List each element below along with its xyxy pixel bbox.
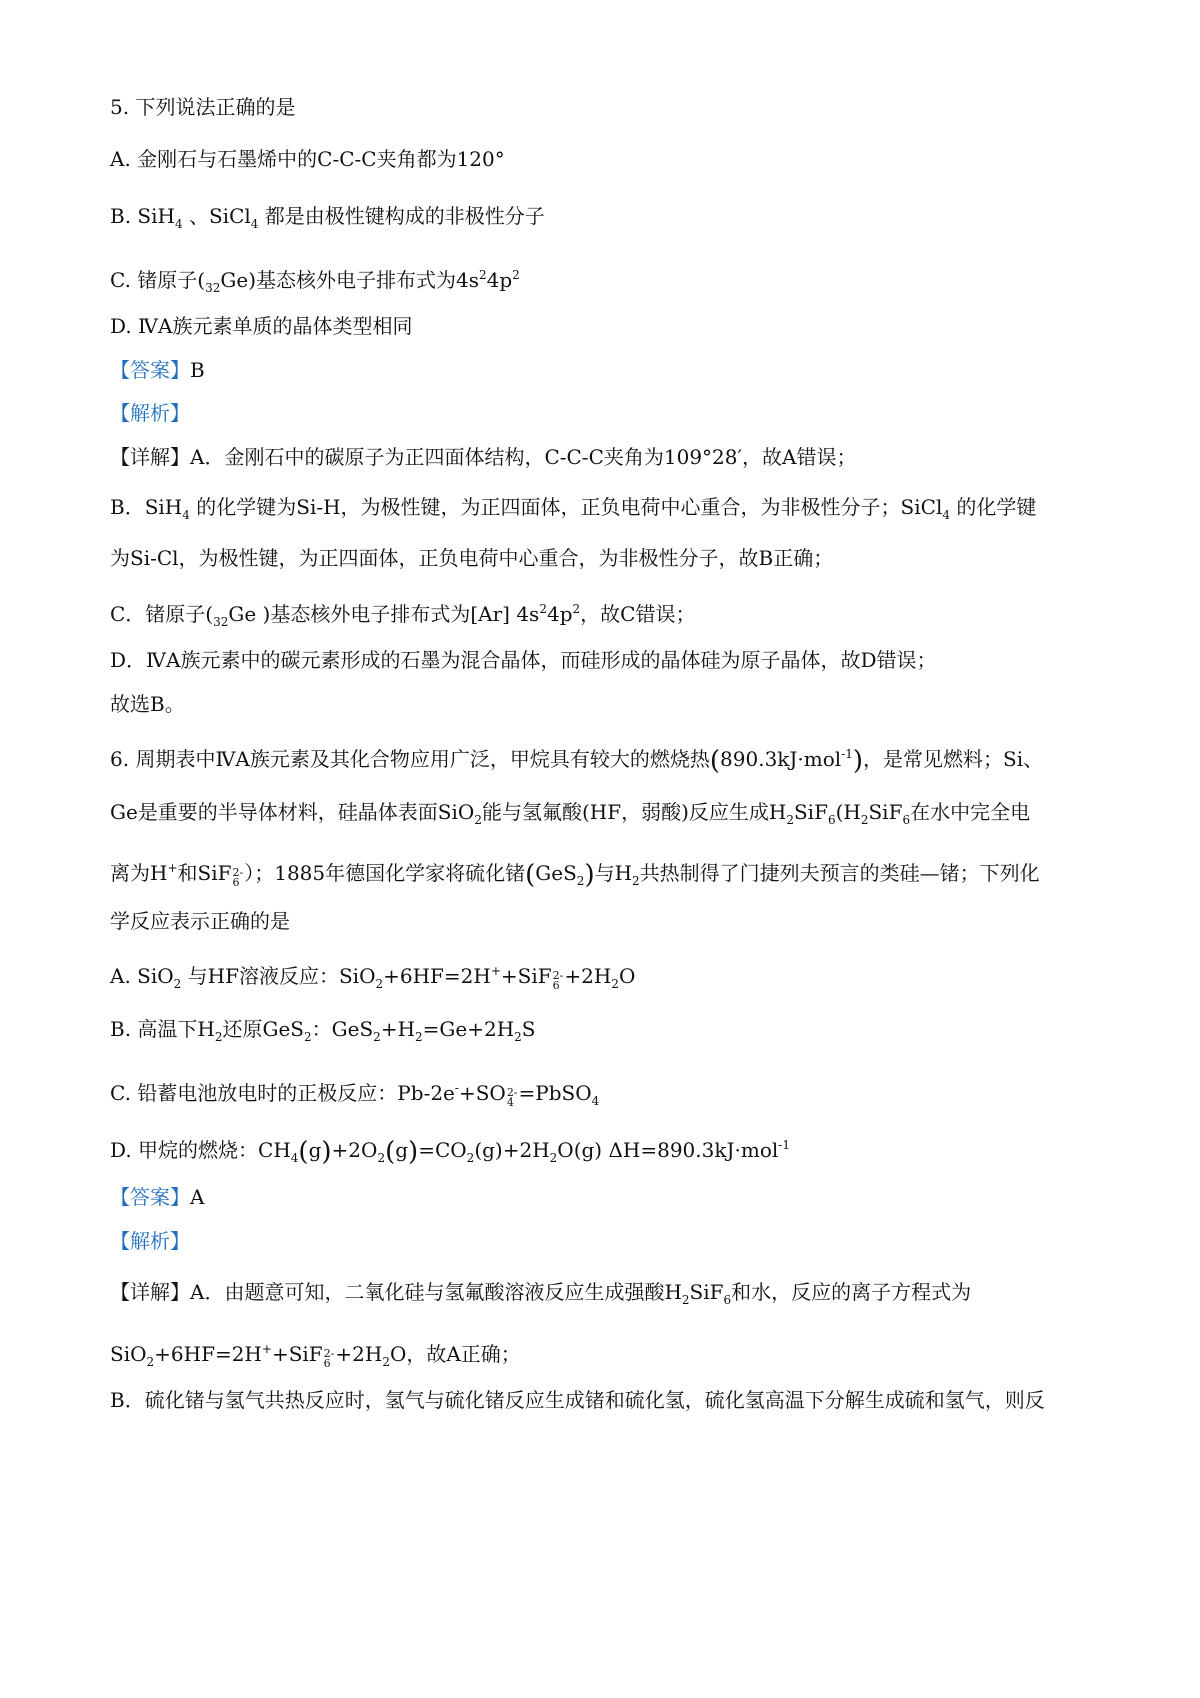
q5-detail-1: 【详解】A．金刚石中的碳原子为正四面体结构，C-C-C夹角为109°28′，故A错误； bbox=[110, 445, 857, 469]
q6-detail-1: 【详解】A．由题意可知，二氧化硅与氢氟酸溶液反应生成强酸$H_2SiF_6$和水，反应的离子方程式为 bbox=[110, 1280, 972, 1307]
q5-option-b: B. SiH$_4$ 、SiCl$_4$ 都是由极性键构成的非极性分子 bbox=[110, 204, 545, 231]
q5-stem: 5. 下列说法正确的是 bbox=[110, 95, 296, 119]
q5-detail-5: D．ⅣA族元素中的碳元素形成的石墨为混合晶体，而硅形成的晶体硅为原子晶体，故D错误； bbox=[110, 648, 937, 672]
q5-detail-2: B．SiH$_4$ 的化学键为Si-H，为极性键，为正四面体，正负电荷中心重合，为非极性分子；SiCl$_4$ 的化学键 bbox=[110, 495, 1037, 522]
q6-option-a: A. SiO$_2$ 与HF溶液反应：SiO$_2$+6HF=2H++SiF 2- 6 $+2H_2O$ bbox=[110, 964, 636, 992]
q6-stem-2: Ge是重要的半导体材料，硅晶体表面SiO$_2$能与氢氟酸(HF，弱酸)反应生成$H_2SiF_6(H_2SiF_6$在水中完全电 bbox=[110, 800, 1031, 827]
q6-stem-1: 6. 周期表中ⅣA族元素及其化合物应用广泛，甲烷具有较大的燃烧热(890.3kJ·mol$^{-1}$)，是常见燃料；Si、 bbox=[110, 746, 1044, 776]
q6-option-d: D. 甲烷的燃烧：$CH_4(g)+2O_2(g)=CO_2(g)+2H_2O(g)$ ΔH=890.3kJ·mol$^{-1}$ bbox=[110, 1137, 790, 1167]
q5-analysis-tag: 【解析】 bbox=[110, 401, 190, 425]
q6-detail-3: B．硫化锗与氢气共热反应时，氢气与硫化锗反应生成锗和硫化氢，硫化氢高温下分解生成硫和氢气，则反 bbox=[110, 1388, 1045, 1412]
q6-option-b: B. 高温下$H_2$还原GeS$_2$：$GeS_2+H_2=Ge+2H_2S$ bbox=[110, 1017, 536, 1044]
q5-option-c: C. 锗原子$(_{32}Ge)$基态核外电子排布式为$4s^24p^2$ bbox=[110, 268, 520, 295]
q6-stem-3: 离为H+和SiF 2- 6 ）；1885年德国化学家将硫化锗(GeS$_2$)与$H_2$共热制得了门捷列夫预言的类硅—锗；下列化 bbox=[110, 860, 1040, 890]
q6-detail-2: SiO$_2$+6HF=2H++SiF 2- 6 $+2H_2O$，故A正确； bbox=[110, 1342, 521, 1370]
q5-option-a: A. 金刚石与石墨烯中的C-C-C夹角都为120° bbox=[110, 147, 505, 171]
q5-detail-3: 为Si-Cl，为极性键，为正四面体，正负电荷中心重合，为非极性分子，故B正确； bbox=[110, 546, 834, 570]
q5-detail-6: 故选B。 bbox=[110, 692, 185, 716]
q6-analysis-tag: 【解析】 bbox=[110, 1229, 190, 1253]
q5-answer: 【答案】B bbox=[110, 358, 205, 382]
q5-option-d: D. ⅣA族元素单质的晶体类型相同 bbox=[110, 314, 413, 338]
q6-option-c: C. 铅蓄电池放电时的正极反应：Pb-2e-+SO 2- 4 =PbSO$_4$ bbox=[110, 1081, 600, 1109]
q6-answer: 【答案】A bbox=[110, 1185, 205, 1209]
q6-stem-4: 学反应表示正确的是 bbox=[110, 909, 290, 933]
q5-detail-4: C．锗原子($_{32}Ge$ )基态核外电子排布式为[Ar] $4s^24p^2$，故C错误； bbox=[110, 602, 696, 629]
